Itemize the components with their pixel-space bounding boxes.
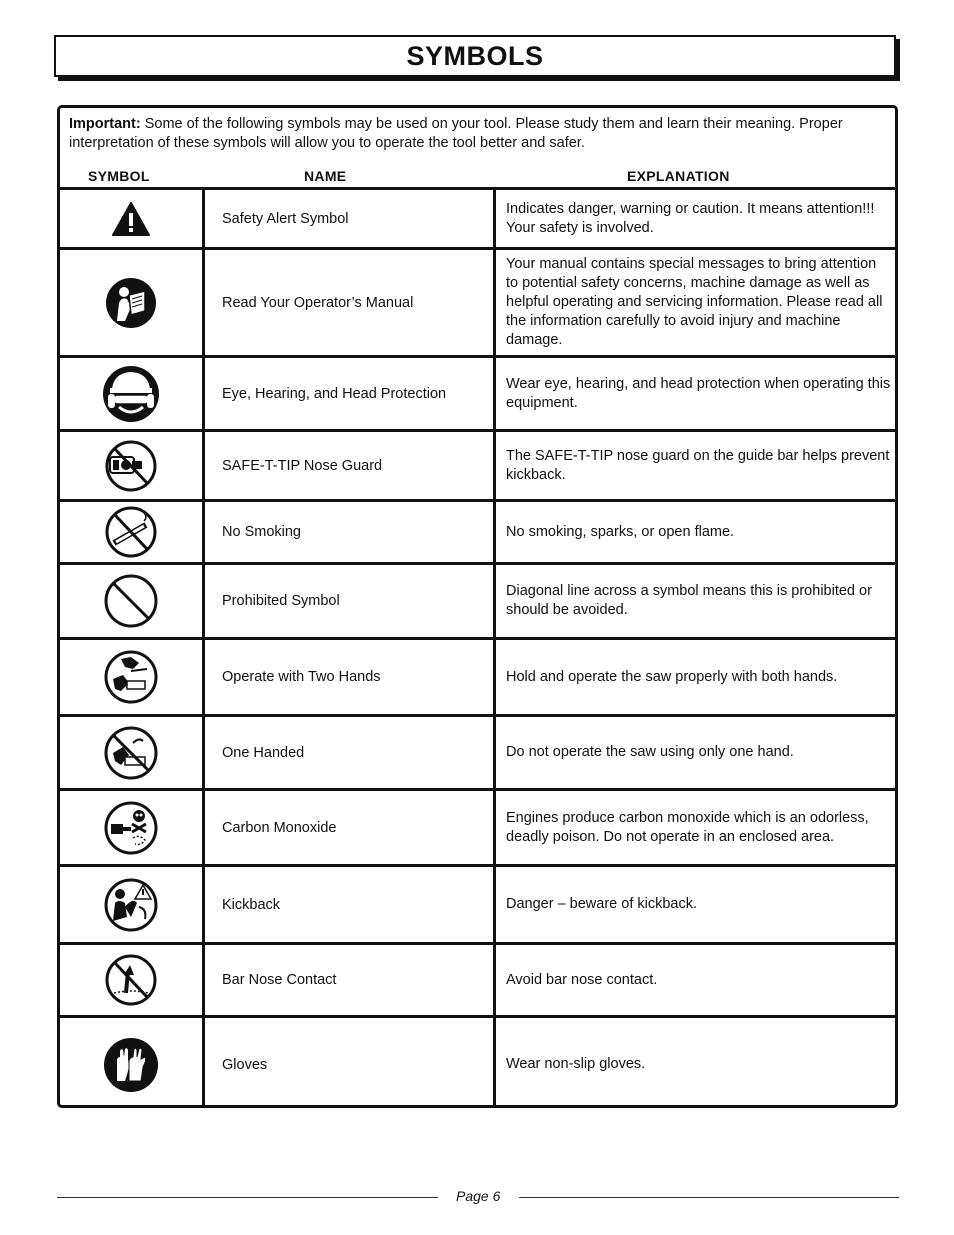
read-manual-icon	[60, 250, 202, 355]
intro-paragraph	[69, 115, 894, 153]
row-explanation: Indicates danger, warning or caution. It means attention!!! Your safety is involved.	[506, 200, 875, 236]
table-row	[60, 247, 895, 355]
bar-nose-contact-icon	[60, 945, 202, 1015]
table-row	[60, 864, 895, 942]
row-explanation: Avoid bar nose contact.	[506, 971, 658, 988]
head-protection-icon	[60, 358, 202, 429]
row-name: Safety Alert Symbol	[222, 210, 349, 227]
footer-rule-right	[519, 1197, 899, 1198]
row-name: Carbon Monoxide	[222, 819, 337, 836]
row-name: Bar Nose Contact	[222, 972, 337, 988]
row-explanation: Wear non-slip gloves.	[506, 1056, 646, 1072]
row-name: Prohibited Symbol	[222, 593, 340, 609]
row-explanation: Your manual contains special messages to bring attention to potential safety concerns, machine damage as well as helpful operating and servicing information. Please read all the information carefully to avoid injury and machine damage.	[506, 256, 883, 348]
row-name: One Handed	[222, 744, 305, 761]
row-explanation: Wear eye, hearing, and head protection when operating this equipment.	[506, 375, 891, 411]
table-row	[60, 788, 895, 864]
footer-rule-left	[57, 1197, 438, 1198]
row-explanation: The SAFE-T-TIP nose guard on the guide bar helps prevent kickback.	[506, 447, 890, 483]
safety-alert-icon	[60, 190, 202, 247]
table-row	[60, 637, 895, 714]
row-name: SAFE-T-TIP Nose Guard	[222, 457, 383, 474]
title-box	[54, 35, 896, 77]
row-name: Read Your Operator’s Manual	[222, 294, 414, 311]
table-row	[60, 1015, 895, 1111]
kickback-icon	[60, 867, 202, 942]
row-name: Kickback	[222, 896, 281, 913]
page-title: SYMBOLS	[406, 40, 544, 71]
row-explanation: Do not operate the saw using only one hand.	[506, 744, 794, 760]
row-name: No Smoking	[222, 524, 301, 540]
row-name: Gloves	[222, 1056, 268, 1073]
row-explanation: Hold and operate the saw properly with both hands.	[506, 668, 838, 685]
row-explanation: Danger – beware of kickback.	[506, 896, 698, 912]
prohibited-icon	[60, 565, 202, 637]
table-row	[60, 429, 895, 499]
intro-text: Some of the following symbols may be used on your tool. Please study them and learn their meaning. Proper interpretation of these symbols will allow you to operate the tool better and safer.	[69, 116, 843, 151]
table-row	[60, 714, 895, 788]
page-number: Page 6	[456, 1188, 501, 1204]
table-row	[60, 562, 895, 637]
nose-guard-icon	[60, 432, 202, 499]
row-explanation: No smoking, sparks, or open flame.	[506, 523, 735, 540]
table-row	[60, 355, 895, 429]
row-explanation: Diagonal line across a symbol means this is prohibited or should be avoided.	[506, 583, 872, 618]
one-handed-icon	[60, 717, 202, 788]
row-name: Eye, Hearing, and Head Protection	[222, 385, 447, 402]
symbols-panel	[57, 105, 898, 1108]
no-smoking-icon	[60, 502, 202, 562]
intro-bold: Important:	[69, 116, 141, 132]
gloves-icon	[60, 1018, 202, 1111]
header-explanation: EXPLANATION	[627, 168, 730, 184]
row-explanation: Engines produce carbon monoxide which is an odorless, deadly poison. Do not operate in an enclosed area.	[506, 809, 869, 845]
header-name: NAME	[304, 168, 347, 184]
table-row	[60, 942, 895, 1015]
carbon-monoxide-icon	[60, 791, 202, 864]
row-name: Operate with Two Hands	[222, 669, 381, 685]
two-hands-icon	[60, 640, 202, 714]
header-symbol: SYMBOL	[88, 168, 150, 184]
table-row	[60, 187, 895, 247]
table-row	[60, 499, 895, 562]
